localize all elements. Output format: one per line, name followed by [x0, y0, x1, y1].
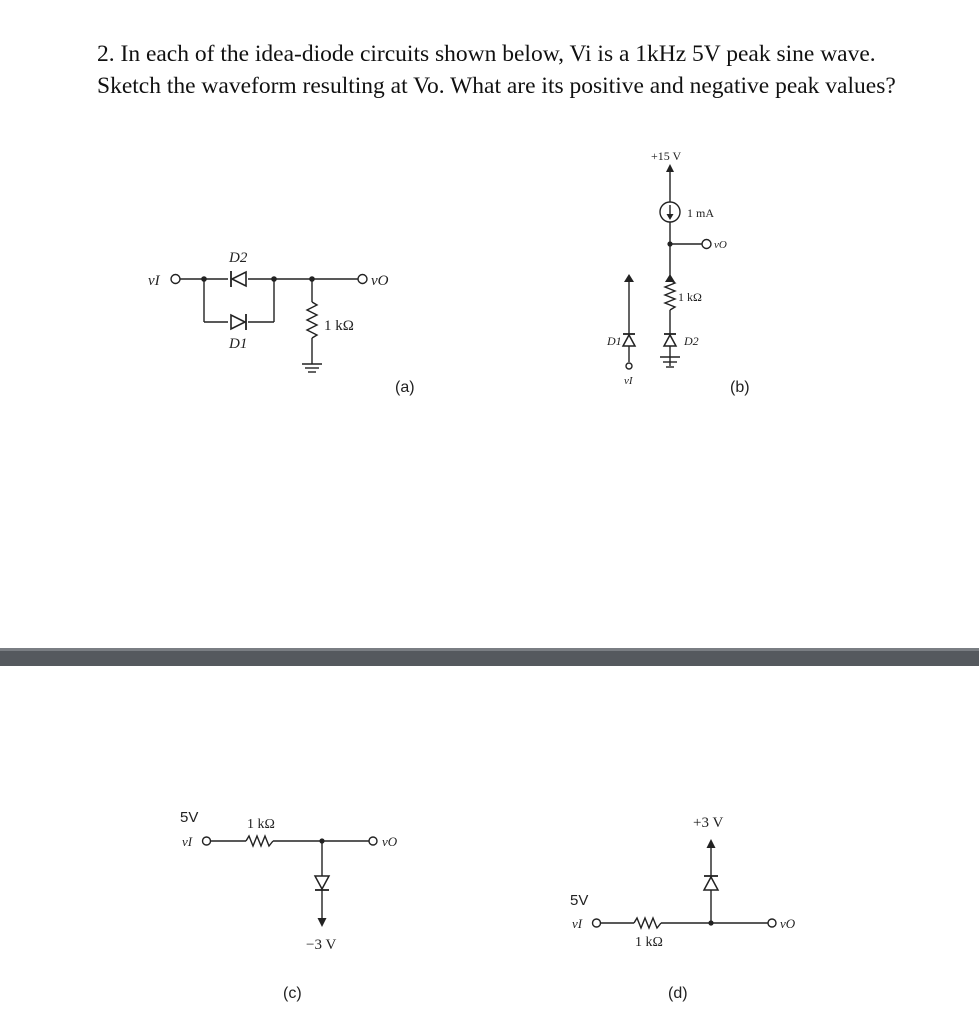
diode-d: [704, 876, 718, 890]
diode-d2-label: D2: [684, 334, 699, 348]
section-divider: [0, 648, 979, 666]
output-label: vO: [371, 273, 389, 289]
diode-d1-label: D1: [607, 334, 622, 348]
output-label: vO: [714, 239, 727, 251]
bias-label: +3 V: [693, 815, 724, 831]
diode-d2: [664, 334, 676, 346]
current-source-label: 1 mA: [687, 206, 714, 220]
amplitude-label: 5V: [570, 892, 589, 909]
caption-b: (b): [730, 379, 750, 396]
circuit-a: [140, 240, 440, 400]
diode-d1: [228, 314, 248, 330]
question-text: [97, 38, 957, 102]
circuit-b: [590, 140, 790, 400]
resistor-label: 1 kΩ: [635, 935, 663, 950]
caption-a: (a): [395, 379, 415, 396]
diode-d1: [623, 334, 635, 346]
diode-d2: [228, 271, 248, 287]
circuit-c: [170, 800, 420, 1010]
input-label: vI: [624, 375, 633, 387]
input-label: vI: [572, 916, 583, 931]
output-label: vO: [780, 916, 796, 931]
circuit-d: [560, 800, 810, 1010]
resistor-label: 1 kΩ: [324, 318, 354, 334]
question-line-2: Sketch the waveform resulting at Vo. What are its positive and negative peak values?: [97, 73, 896, 99]
supply-arrow: [666, 164, 674, 172]
caption-d: (d): [668, 985, 688, 1002]
diode-c: [315, 876, 329, 890]
resistor-label: 1 kΩ: [678, 290, 702, 304]
supply-label: +15 V: [651, 149, 682, 163]
caption-c: (c): [283, 985, 302, 1002]
input-label: vI: [182, 834, 193, 849]
bias-label: −3 V: [306, 937, 337, 953]
input-label: vI: [148, 273, 160, 289]
question-line-1: 2. In each of the idea-diode circuits shown below, Vi is a 1kHz 5V peak sine wave.: [97, 41, 876, 67]
output-label: vO: [382, 834, 398, 849]
amplitude-label: 5V: [180, 809, 199, 826]
diode-d2-label: D2: [229, 250, 248, 266]
resistor-label: 1 kΩ: [247, 817, 275, 832]
diode-d1-label: D1: [229, 336, 248, 352]
